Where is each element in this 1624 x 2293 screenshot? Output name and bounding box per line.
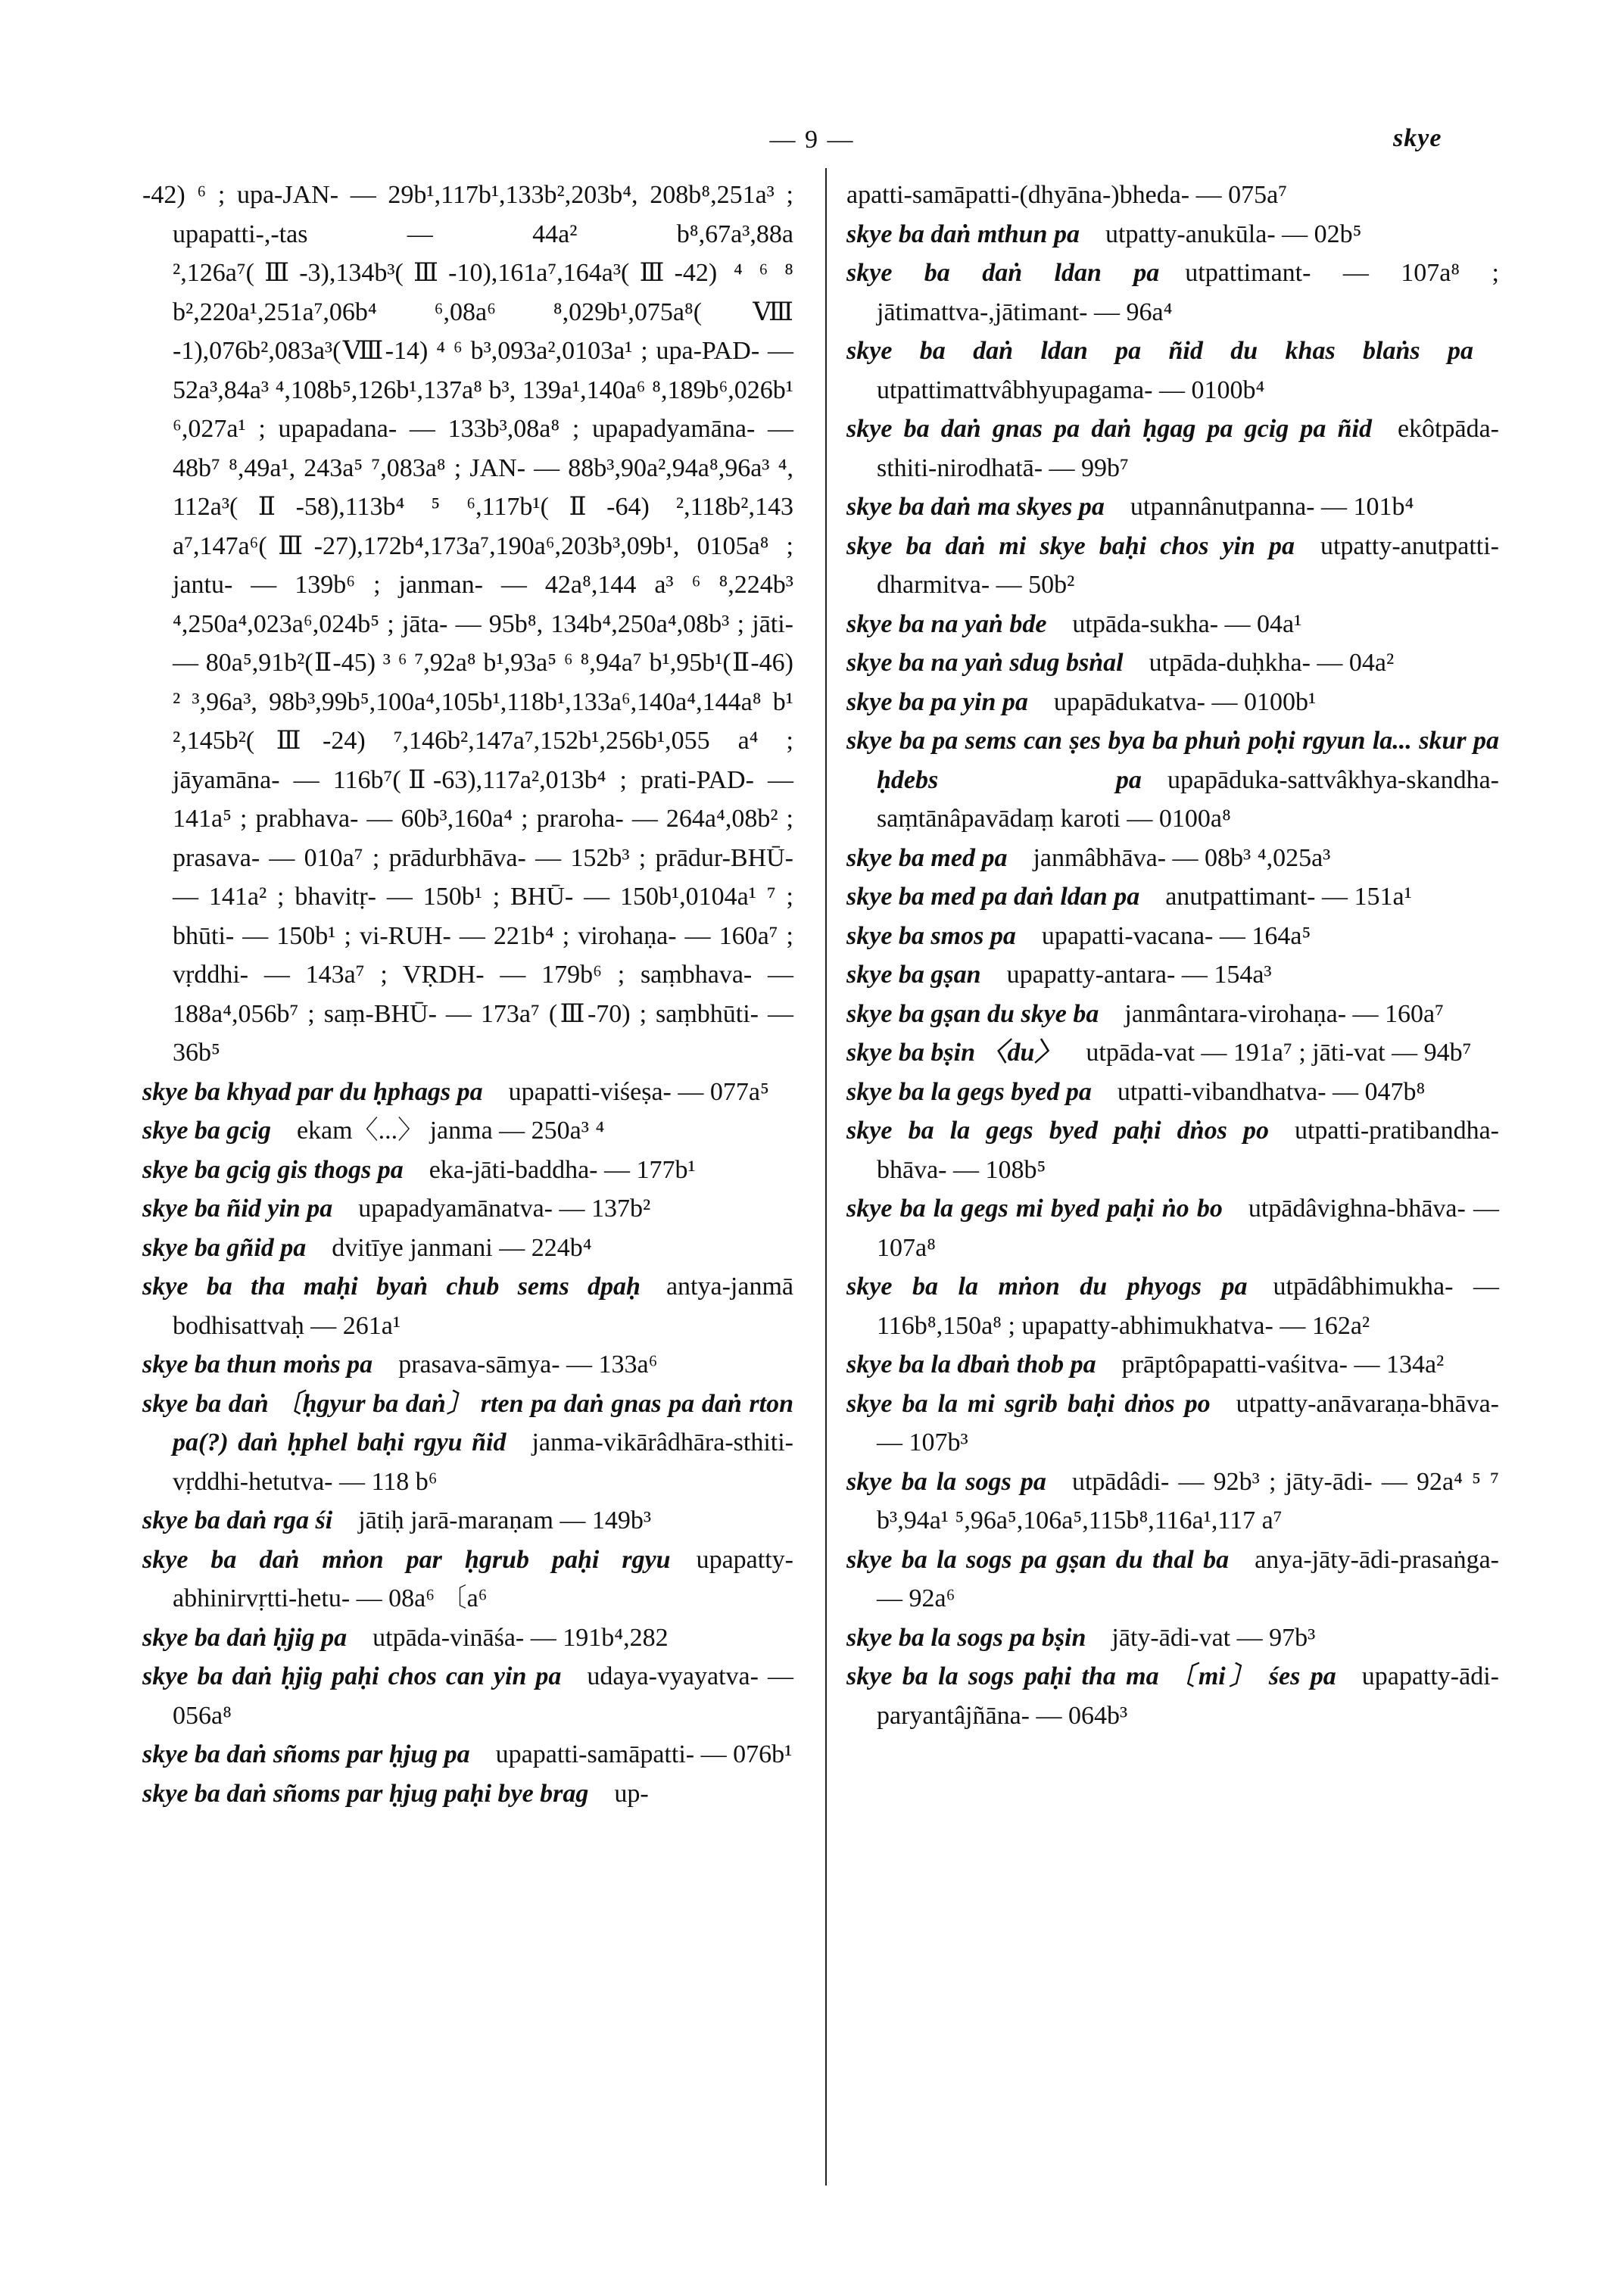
dictionary-entry — [142, 1345, 793, 1385]
dictionary-entry — [142, 176, 793, 1073]
entry-body: upapadyamānatva- — 137b² — [358, 1195, 651, 1223]
dictionary-entry — [846, 877, 1499, 917]
entry-headword: skye ba thun moṅs pa — [142, 1351, 373, 1379]
entry-headword: skye ba la gegs mi byed paḥi ṅo bo — [846, 1195, 1223, 1223]
entry-body: anutpattimant- — 151a¹ — [1165, 883, 1412, 911]
entry-headword: skye ba la sogs paḥi tha ma 〔mi〕 śes pa — [846, 1662, 1336, 1690]
dictionary-entry — [846, 215, 1499, 254]
entry-headword: skye ba la gegs byed pa — [846, 1077, 1092, 1106]
dictionary-entry — [846, 995, 1499, 1034]
dictionary-entry — [142, 1657, 793, 1735]
entry-body: janma-vikārâdhāra-sthiti-vṛddhi-hetutva- — 118 b⁶ — [173, 1428, 793, 1496]
dictionary-entry — [846, 1463, 1499, 1541]
entry-body: utpādâbhimukha- — 116b⁸,150a⁸ ; upapatty-abhimukhatva- — 162a² — [877, 1273, 1500, 1340]
entry-body: ekam〈...〉 janma — 250a³ ⁴ — [296, 1117, 605, 1145]
dictionary-entry — [142, 1385, 793, 1502]
dictionary-entry — [142, 1541, 793, 1618]
entry-body: ekôtpāda-sthiti-nirodhatā- — 99b⁷ — [877, 415, 1499, 482]
entry-body: up- — [614, 1779, 649, 1808]
entry-body: upapatti-vacana- — 164a⁵ — [1041, 921, 1311, 950]
dictionary-entry — [142, 1073, 793, 1112]
entry-headword: skye ba la sogs pa bṣin — [846, 1623, 1086, 1652]
entry-body: jāty-ādi-vat — 97b³ — [1111, 1623, 1316, 1652]
entry-body: utpatty-anāvaraṇa-bhāva- — 107b³ — [877, 1389, 1499, 1456]
dictionary-entry — [846, 527, 1499, 605]
dictionary-entry — [846, 955, 1499, 995]
entry-body: janmâbhāva- — 08b³ ⁴,025a³ — [1033, 843, 1331, 872]
entry-body: utpādâdi- — 92b³ ; jāty-ādi- — 92a⁴ ⁵ ⁷ b³,94a¹ ⁵,96a⁵,106a⁵,115b⁸,116a¹,117 a⁷ — [877, 1467, 1499, 1534]
entry-headword: skye ba tha maḥi byaṅ chub sems dpaḥ — [142, 1273, 641, 1301]
dictionary-entry — [846, 1033, 1499, 1073]
dictionary-entry — [846, 721, 1499, 839]
entry-body: utpādâvighna-bhāva- — 107a⁸ — [877, 1195, 1499, 1262]
entry-body: utpattimant- — 107a⁸ ; jātimattva-,jātimant- — 96a⁴ — [877, 259, 1499, 326]
entry-body: prāptôpapatti-vaśitva- — 134a² — [1121, 1351, 1445, 1379]
entry-body: utpatty-anukūla- — 02b⁵ — [1105, 220, 1362, 248]
entry-body: janmântara-virohaṇa- — 160a⁷ — [1124, 999, 1444, 1028]
entry-body: upapāduka-sattvâkhya-skandha-saṃtānâpavādaṃ karoti — 0100a⁸ — [877, 765, 1499, 833]
dictionary-entry — [142, 1229, 793, 1268]
entry-headword: skye ba la mi sgrib baḥi dṅos po — [846, 1389, 1211, 1418]
dictionary-entry — [846, 643, 1499, 683]
entry-headword: skye ba bṣin 〈du〉 — [846, 1039, 1061, 1067]
entry-headword: skye ba na yaṅ bde — [846, 609, 1047, 638]
entry-body: anya-jāty-ādi-prasaṅga- — 92a⁶ — [877, 1545, 1499, 1612]
entry-headword: skye ba ñid yin pa — [142, 1195, 333, 1223]
entry-body: upapatty-ādi-paryantâjñāna- — 064b³ — [877, 1662, 1499, 1730]
entry-body: udaya-vyayatva- — 056a⁸ — [173, 1662, 793, 1730]
entry-headword: skye ba med pa daṅ ldan pa — [846, 883, 1140, 911]
entry-body: utpannânutpanna- — 101b⁴ — [1130, 493, 1414, 521]
dictionary-entry — [846, 1345, 1499, 1385]
entry-headword: skye ba daṅ mthun pa — [846, 220, 1080, 248]
entry-body: prasava-sāmya- — 133a⁶ — [398, 1351, 658, 1379]
entry-headword: skye ba gñid pa — [142, 1233, 307, 1262]
entry-headword: skye ba daṅ ḥjig pa — [142, 1623, 348, 1652]
entry-headword: skye ba daṅ mṅon par ḥgrub paḥi rgyu — [142, 1545, 671, 1574]
entry-headword: skye ba daṅ ldan pa ñid du khas blaṅs pa — [846, 337, 1473, 365]
entry-headword: skye ba la sogs pa — [846, 1467, 1046, 1496]
dictionary-entry — [846, 410, 1499, 488]
entry-body: upapādukatva- — 0100b¹ — [1053, 687, 1317, 716]
entry-body: utpatty-anutpatti-dharmitva- — 50b² — [877, 531, 1499, 599]
dictionary-entry — [846, 1385, 1499, 1463]
entry-body: dvitīye janmani — 224b⁴ — [332, 1233, 592, 1262]
page-number: — 9 — — [769, 126, 855, 154]
dictionary-entry — [846, 1657, 1499, 1735]
entry-headword: skye ba la mṅon du phyogs pa — [846, 1273, 1248, 1301]
entry-body: utpatti-pratibandha-bhāva- — 108b⁵ — [877, 1117, 1499, 1184]
entry-headword: skye ba gcig — [142, 1117, 271, 1145]
dictionary-entry — [846, 254, 1499, 332]
entry-headword: skye ba khyad par du ḥphags pa — [142, 1077, 483, 1106]
entry-headword: skye ba med pa — [846, 843, 1008, 872]
dictionary-entry — [142, 1189, 793, 1229]
running-head: skye — [1393, 124, 1442, 152]
entry-body: jātiḥ jarā-maraṇam — 149b³ — [358, 1506, 652, 1534]
entry-headword: skye ba na yaṅ sdug bsṅal — [846, 649, 1124, 677]
dictionary-entry — [846, 1189, 1499, 1267]
entry-headword: skye ba daṅ mi skye baḥi chos yin pa — [846, 531, 1295, 560]
entry-headword: skye ba daṅ ḥjig paḥi chos can yin pa — [142, 1662, 562, 1690]
dictionary-entry — [142, 1735, 793, 1774]
entry-body: utpāda-vat — 191a⁷ ; jāti-vat — 94b⁷ — [1086, 1039, 1472, 1067]
entry-headword: skye ba pa yin pa — [846, 687, 1028, 716]
entry-body: utpatti-vibandhatva- — 047b⁸ — [1117, 1077, 1426, 1106]
entry-headword: skye ba daṅ sñoms par ḥjug pa — [142, 1740, 470, 1768]
entry-headword: skye ba gṣan du skye ba — [846, 999, 1099, 1028]
entry-body: upapatty-antara- — 154a³ — [1006, 961, 1272, 989]
entry-headword: skye ba daṅ 〔ḥgyur ba daṅ〕 rten pa daṅ gnas pa daṅ rton pa(?) daṅ ḥphel baḥi rgyu ñid — [142, 1389, 793, 1456]
dictionary-entry — [142, 1501, 793, 1541]
dictionary-entry — [142, 1267, 793, 1345]
dictionary-entry — [846, 917, 1499, 956]
entry-headword: skye ba pa sems can ṣes bya ba phuṅ poḥi rgyun la... skur pa ḥdebs pa — [846, 727, 1499, 794]
entry-body: utpāda-sukha- — 04a¹ — [1072, 609, 1302, 638]
entry-body: upapatty-abhinirvṛtti-hetu- — 08a⁶ 〔a⁶ — [173, 1545, 793, 1612]
entry-headword: skye ba daṅ ma skyes pa — [846, 493, 1105, 521]
dictionary-entry — [142, 1111, 793, 1151]
dictionary-entry — [846, 488, 1499, 527]
dictionary-entry — [846, 839, 1499, 878]
entry-headword: skye ba daṅ ldan pa — [846, 259, 1160, 287]
dictionary-entry — [846, 1073, 1499, 1112]
dictionary-entry — [142, 1618, 793, 1658]
entry-body: utpāda-duḥkha- — 04a² — [1149, 649, 1395, 677]
entry-headword: skye ba gṣan — [846, 961, 981, 989]
entry-headword: skye ba la dbaṅ thob pa — [846, 1351, 1096, 1379]
entry-headword: skye ba la sogs pa gṣan du thal ba — [846, 1545, 1230, 1574]
dictionary-entry — [846, 332, 1499, 410]
entry-body: utpattimattvâbhyupagama- — 0100b⁴ — [877, 375, 1265, 404]
entry-body: eka-jāti-baddha- — 177b¹ — [429, 1155, 696, 1184]
entry-body: antya-janmā bodhisattvaḥ — 261a¹ — [173, 1273, 793, 1340]
column-divider — [825, 168, 827, 2186]
dictionary-entry — [846, 1541, 1499, 1618]
entry-headword: skye ba daṅ sñoms par ḥjug paḥi bye brag — [142, 1779, 589, 1808]
dictionary-entry — [846, 176, 1499, 215]
dictionary-entry — [142, 1151, 793, 1190]
right-column — [846, 176, 1499, 1735]
entry-headword: skye ba daṅ rga śi — [142, 1506, 333, 1534]
dictionary-entry — [846, 1618, 1499, 1658]
entry-body: upapatti-viśeṣa- — 077a⁵ — [508, 1077, 769, 1106]
entry-body: utpāda-vināśa- — 191b⁴,282 — [372, 1623, 669, 1652]
dictionary-entry — [142, 1774, 793, 1814]
entry-headword: skye ba smos pa — [846, 921, 1016, 950]
entry-body: -42) ⁶ ; upa-JAN- — 29b¹,117b¹,133b²,203b⁴, 208b⁸,251a³ ; upapatti-,-tas — 44a² b⁸,67a³,88a ²,126a⁷(Ⅲ-3),134b³(Ⅲ-10),161a⁷,164a³(Ⅲ-42) ⁴ ⁶ ⁸ b²,220a¹,251a⁷,06b⁴ ⁶,08a⁶ ⁸,029b¹,075a⁸(Ⅷ -1),076b²,083a³(Ⅷ-14) ⁴ ⁶ b³,093a²,0103a¹ ; upa-PAD- — 52a³,84a³ ⁴,108b⁵,126b¹,137a⁸ b³, 139a¹,140a⁶ ⁸,189b⁶,026b¹ ⁶,027a¹ ; upapadana- — 133b³,08a⁸ ; upapadyamāna- — 48b⁷ ⁸,49a¹, 243a⁵ ⁷,083a⁸ ; JAN- — 88b³,90a²,94a⁸,96a³ ⁴, 112a³(Ⅱ-58),113b⁴ ⁵ ⁶,117b¹(Ⅱ-64) ²,118b²,143 a⁷,147a⁶(Ⅲ-27),172b⁴,173a⁷,190a⁶,203b³,09b¹, 0105a⁸ ; jantu- — 139b⁶ ; janman- — 42a⁸,144 a³ ⁶ ⁸,224b³ ⁴,250a⁴,023a⁶,024b⁵ ; jāta- — 95b⁸, 134b⁴,250a⁴,08b³ ; jāti- — 80a⁵,91b²(Ⅱ-45) ³ ⁶ ⁷,92a⁸ b¹,93a⁵ ⁶ ⁸,94a⁷ b¹,95b¹(Ⅱ-46) ² ³,96a³, 98b³,99b⁵,100a⁴,105b¹,118b¹,133a⁶,140a⁴,144a⁸ b¹ ²,145b²(Ⅲ-24) ⁷,146b²,147a⁷,152b¹,256b¹,055 a⁴ ; jāyamāna- — 116b⁷(Ⅱ-63),117a²,013b⁴ ; prati-PAD- — 141a⁵ ; prabhava- — 60b³,160a⁴ ; praroha- — 264a⁴,08b² ; prasava- — 010a⁷ ; prādurbhāva- — 152b³ ; prādur-BHŪ- — 141a² ; bhavitṛ- — 150b¹ ; BHŪ- — 150b¹,0104a¹ ⁷ ; bhūti- — 150b¹ ; vi-RUH- — 221b⁴ ; virohaṇa- — 160a⁷ ; vṛddhi- — 143a⁷ ; VṚDH- — 179b⁶ ; saṃbhava- — 188a⁴,056b⁷ ; saṃ-BHŪ- — 173a⁷ (Ⅲ-70) ; saṃbhūti- — 36b⁵ — [142, 181, 793, 1067]
dictionary-entry — [846, 683, 1499, 722]
entry-body: apatti-samāpatti-(dhyāna-)bheda- — 075a⁷ — [846, 181, 1288, 209]
dictionary-entry — [846, 1111, 1499, 1189]
dictionary-entry — [846, 1267, 1499, 1345]
dictionary-entry — [846, 605, 1499, 644]
entry-body: upapatti-samāpatti- — 076b¹ — [495, 1740, 793, 1768]
entry-headword: skye ba daṅ gnas pa daṅ ḥgag pa gcig pa ñid — [846, 415, 1372, 443]
entry-headword: skye ba la gegs byed paḥi dṅos po — [846, 1117, 1269, 1145]
entry-headword: skye ba gcig gis thogs pa — [142, 1155, 404, 1184]
left-column — [142, 176, 793, 1813]
